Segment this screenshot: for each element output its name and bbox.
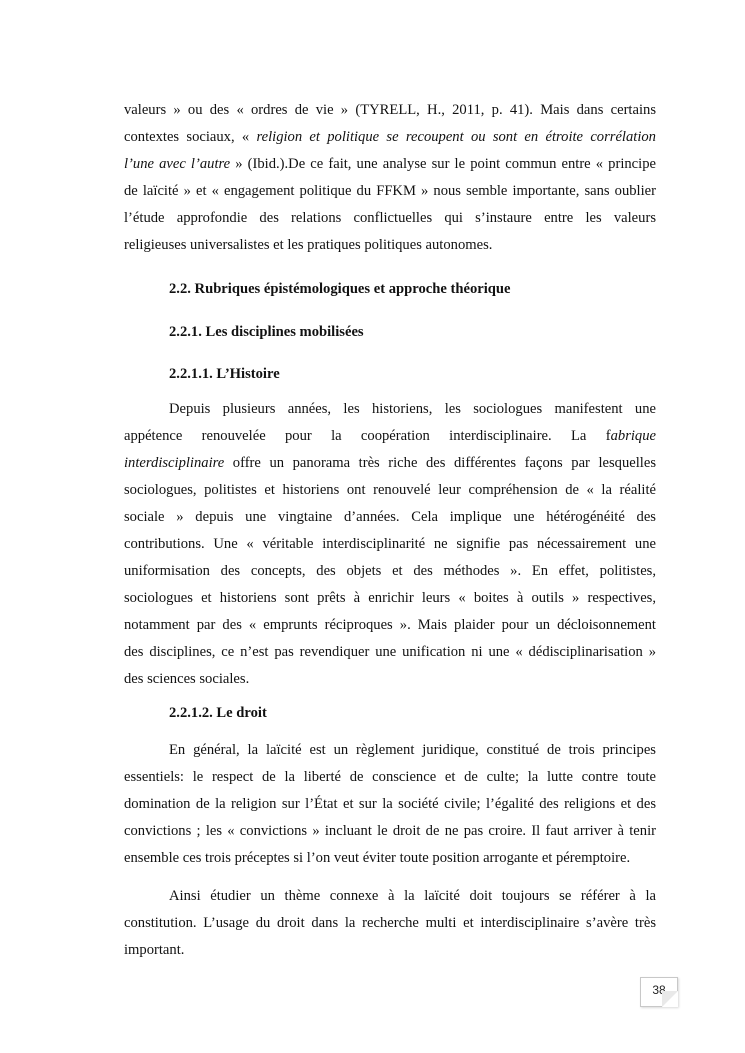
text-run: constitution. L’usage du droit dans la recherche multi et interdisciplinaire s’avère très (124, 915, 656, 931)
text-line (124, 666, 656, 693)
section-heading-droit: 2.2.1.2. Le droit (169, 705, 267, 721)
text-line (124, 531, 656, 558)
text-line (124, 558, 656, 585)
text-run: En général, la laïcité est un règlement juridique, constitué de trois principes (169, 742, 656, 758)
section-heading-2-2: 2.2. Rubriques épistémologiques et approche théorique (169, 281, 511, 297)
text-run: ensemble ces trois préceptes si l’on veut éviter toute position arrogante et péremptoire. (124, 850, 631, 866)
paragraph-conclusion (124, 883, 656, 964)
text-run: Depuis plusieurs années, les historiens, les sociologues manifestent une (169, 401, 656, 417)
text-run: uniformisation des concepts, des objets et des méthodes ». En effet, politistes, (124, 563, 656, 579)
text-run: » (Ibid.).De ce fait, une analyse sur le point commun entre « principe (230, 156, 656, 172)
text-line (124, 585, 656, 612)
text-run: sociologues et historiens sont prêts à enrichir leurs « boites à outils » respectives, (124, 590, 656, 606)
paragraph-droit (124, 737, 656, 872)
text-line (124, 910, 656, 937)
text-line (124, 937, 656, 964)
text-run: des disciplines, ce n’est pas revendiquer une unification ni une « dédisciplinarisation » (124, 644, 656, 660)
section-heading-2-2-1: 2.2.1. Les disciplines mobilisées (169, 324, 364, 340)
text-run: contributions. Une « véritable interdisciplinarité ne signifie pas nécessairement une (124, 536, 656, 552)
paragraph-intro (124, 97, 656, 259)
text-line (124, 97, 656, 124)
text-line (124, 477, 656, 504)
section-heading-histoire: 2.2.1.1. L’Histoire (169, 366, 280, 382)
text-run: offre un panorama très riche des différentes façons par lesquelles (224, 455, 656, 471)
italic-run: interdisciplinaire (124, 455, 225, 471)
text-run: l’étude approfondie des relations conflictuelles qui s’instaure entre les valeurs (124, 210, 656, 226)
text-run: Ainsi étudier un thème connexe à la laïcité doit toujours se référer à la (169, 888, 656, 904)
text-run: contextes sociaux, « (124, 129, 257, 145)
text-line (124, 504, 656, 531)
text-run: essentiels: le respect de la liberté de conscience et de culte; la lutte contre toute (124, 769, 656, 785)
text-line (124, 396, 656, 423)
text-line (124, 883, 656, 910)
text-line (124, 818, 656, 845)
text-run: de laïcité » et « engagement politique du FFKM » nous semble importante, sans oublier (124, 183, 656, 199)
text-run: des sciences sociales. (124, 671, 250, 687)
text-line (124, 737, 656, 764)
text-line (124, 764, 656, 791)
text-run: valeurs » ou des « ordres de vie » (TYRELL, H., 2011, p. 41). Mais dans certains (124, 102, 656, 118)
text-run: domination de la religion sur l’État et sur la société civile; l’égalité des religions et des (124, 796, 656, 812)
text-line (124, 423, 656, 450)
text-line (124, 205, 656, 232)
text-run: appétence renouvelée pour la coopération interdisciplinaire. La f (124, 428, 611, 444)
text-run: religieuses universalistes et les pratiques politiques autonomes. (124, 237, 493, 253)
text-line (124, 639, 656, 666)
text-line (124, 124, 656, 151)
page-number: 38 (640, 977, 678, 1007)
text-run: important. (124, 942, 185, 958)
text-run: convictions ; les « convictions » incluant le droit de ne pas croire. Il faut arriver à tenir (124, 823, 656, 839)
text-line (124, 845, 656, 872)
text-line (124, 151, 656, 178)
text-run: notamment par des « emprunts réciproques ». Mais plaider pour un décloisonnement (124, 617, 656, 633)
text-run: sociale » depuis une vingtaine d’années. Cela implique une hétérogénéité des (124, 509, 656, 525)
italic-run: abrique (610, 428, 656, 444)
text-line (124, 232, 656, 259)
italic-run: religion et politique se recoupent ou sont en étroite corrélation (256, 129, 656, 145)
text-line (124, 791, 656, 818)
paragraph-histoire (124, 396, 656, 693)
italic-run: l’une avec l’autre (124, 156, 231, 172)
text-line (124, 450, 656, 477)
text-line (124, 612, 656, 639)
text-line (124, 178, 656, 205)
text-run: sociologues, politistes et historiens ont renouvelé leur compréhension de « la réalité (124, 482, 656, 498)
